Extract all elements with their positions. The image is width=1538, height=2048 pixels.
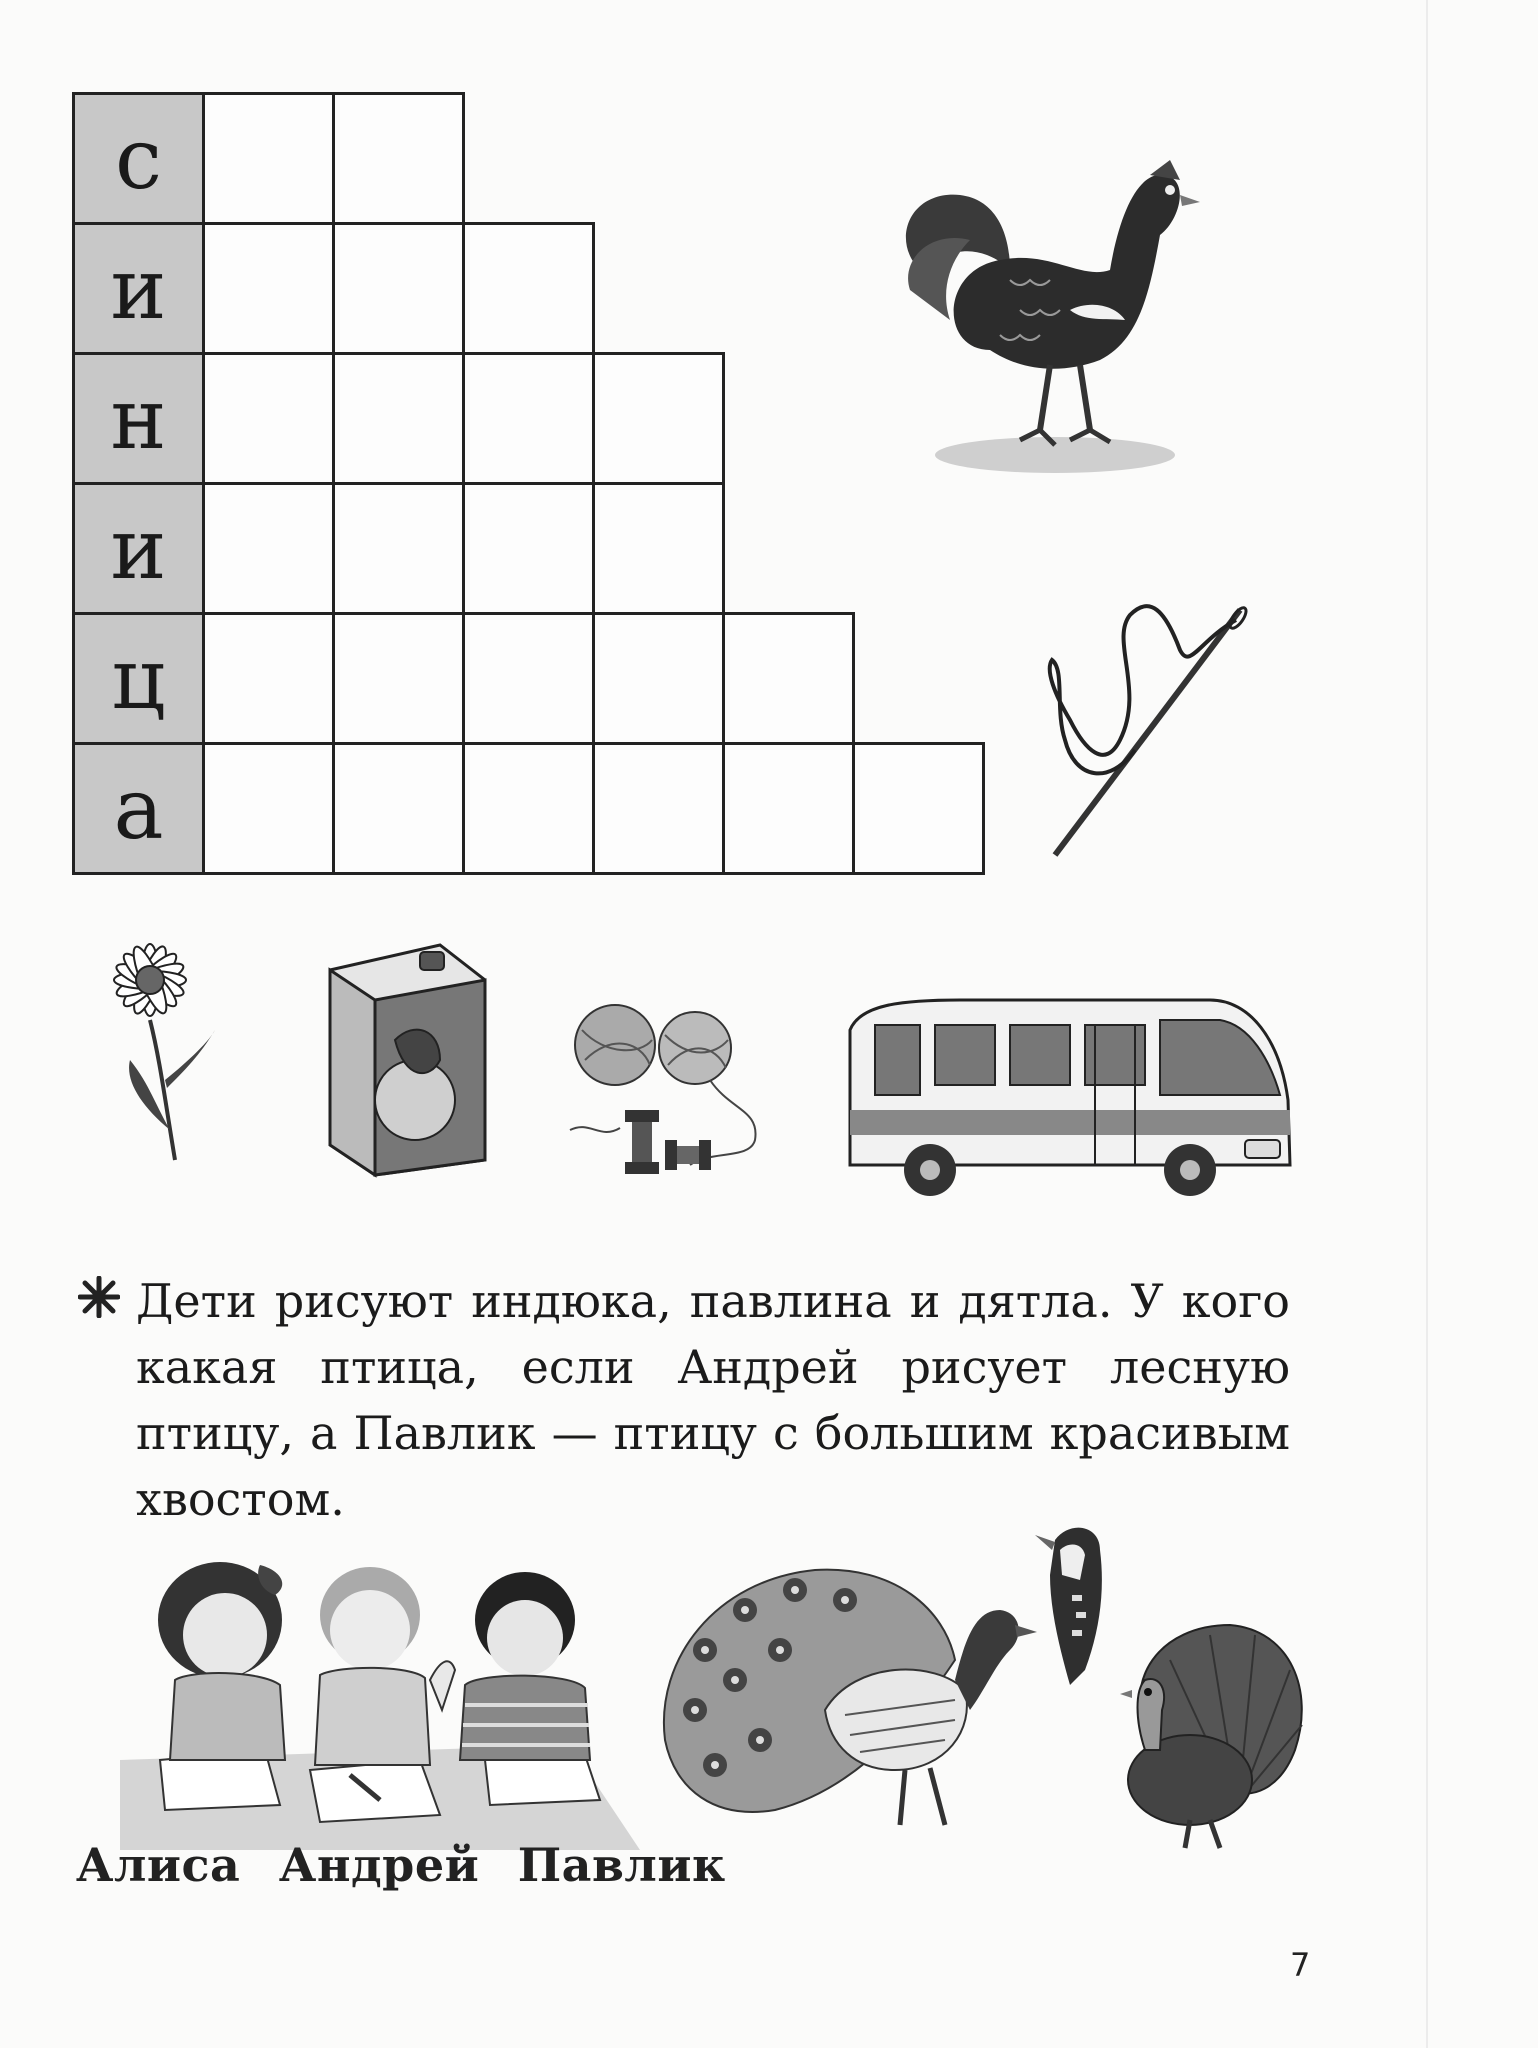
crossword-row-4 [72,482,722,615]
page-edge-line [1426,0,1428,2048]
grouse-icon [880,150,1210,480]
key-letter-cell: и [72,222,205,355]
daisy-icon [95,930,225,1170]
child-names [76,1838,748,1892]
name-andrey: Андрей [278,1838,480,1892]
needle-thread-icon [1040,600,1260,870]
answer-cell[interactable] [332,92,465,225]
answer-cell[interactable] [462,612,595,745]
answer-cell[interactable] [202,352,335,485]
crossword-row-1 [72,92,462,225]
bus-icon [840,990,1300,1210]
task-text: Дети рисуют индюка, павлина и дятла. У кого какая птица, если Андрей рисует лесную птицу, а Павлик — птицу с большим красивым хвостом. [136,1274,1290,1526]
answer-cell[interactable] [202,482,335,615]
answer-cell[interactable] [462,352,595,485]
juice-carton-icon [320,930,495,1180]
name-alisa: Алиса [76,1838,241,1892]
answer-cell[interactable] [852,742,985,875]
answer-cell[interactable] [592,612,725,745]
answer-cell[interactable] [332,742,465,875]
answer-cell[interactable] [332,352,465,485]
answer-cell[interactable] [202,612,335,745]
key-letter-cell: а [72,742,205,875]
crossword-row-6 [72,742,982,875]
answer-cell[interactable] [202,222,335,355]
answer-cell[interactable] [202,92,335,225]
answer-cell[interactable] [462,742,595,875]
key-letter-cell: и [72,482,205,615]
answer-cell[interactable] [332,222,465,355]
answer-cell[interactable] [592,742,725,875]
answer-cell[interactable] [462,482,595,615]
answer-cell[interactable] [332,482,465,615]
answer-cell[interactable] [332,612,465,745]
answer-cell[interactable] [592,352,725,485]
answer-cell[interactable] [592,482,725,615]
answer-cell[interactable] [202,742,335,875]
task-block [70,1268,1290,1532]
children-drawing-icon [120,1560,650,1850]
key-letter-cell: с [72,92,205,225]
key-letter-cell: н [72,352,205,485]
answer-cell[interactable] [462,222,595,355]
answer-cell[interactable] [722,612,855,745]
star-marker-icon [78,1276,120,1318]
crossword-row-5 [72,612,852,745]
peacock-icon [655,1540,1045,1840]
turkey-icon [1090,1620,1310,1850]
page-number: 7 [1290,1946,1311,1984]
crossword-row-2 [72,222,592,355]
answer-cell[interactable] [722,742,855,875]
yarn-spool-icon [560,1000,790,1190]
name-pavlik: Павлик [517,1838,726,1892]
key-letter-cell: ц [72,612,205,745]
crossword-row-3 [72,352,722,485]
